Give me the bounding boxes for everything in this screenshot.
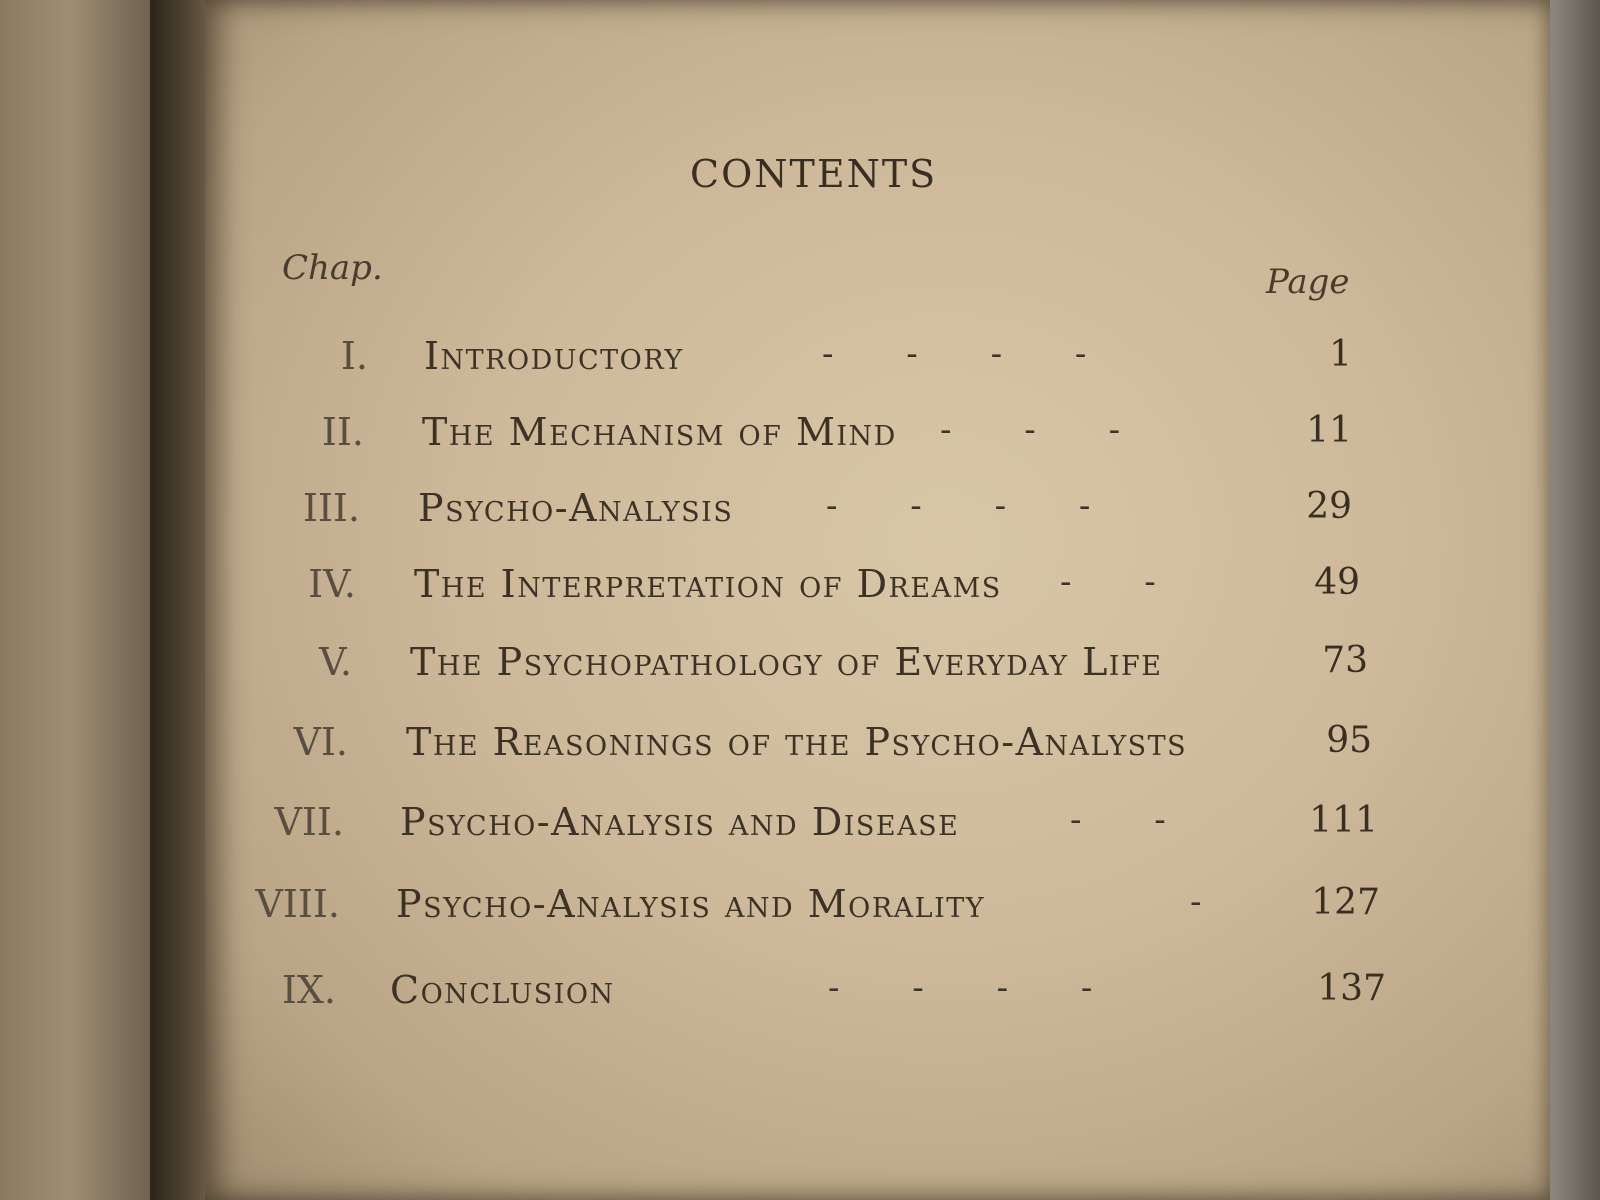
chapter-title: Psycho-Analysis: [418, 486, 734, 530]
toc-entry: [0, 562, 1600, 622]
dot-leader: - - - -: [826, 486, 1091, 526]
dot-leader: - -: [1060, 562, 1156, 602]
chapter-column-label: Chap.: [282, 248, 383, 288]
page-number: 49: [1314, 562, 1360, 603]
page-number: 11: [1306, 410, 1352, 451]
page-number: 29: [1306, 486, 1352, 527]
page-number: 73: [1322, 640, 1368, 681]
contents-heading: CONTENTS: [690, 152, 938, 196]
chapter-title: The Interpretation of Dreams: [414, 562, 1002, 606]
toc-entry: [0, 334, 1600, 394]
chapter-title: Psycho-Analysis and Disease: [400, 800, 960, 844]
chapter-numeral: III.: [302, 486, 360, 530]
dot-leader: - - - -: [822, 334, 1087, 374]
chapter-numeral: I.: [340, 334, 368, 378]
toc-entry: [0, 720, 1600, 780]
chapter-title: The Psychopathology of Everyday Life: [410, 640, 1163, 684]
page-column-label: Page: [1266, 262, 1350, 302]
chapter-title: The Mechanism of Mind: [422, 410, 897, 454]
page-number: 95: [1326, 720, 1372, 761]
toc-entry: [0, 640, 1600, 700]
chapter-title: Psycho-Analysis and Morality: [396, 882, 986, 926]
chapter-numeral: VIII.: [255, 882, 340, 926]
chapter-numeral: II.: [321, 410, 364, 454]
toc-entry: [0, 968, 1600, 1028]
page-number: 137: [1317, 968, 1386, 1009]
toc-entry: [0, 486, 1600, 546]
chapter-numeral: IV.: [308, 562, 356, 606]
toc-entry: [0, 800, 1600, 860]
page-number: 111: [1309, 800, 1378, 841]
dot-leader: - -: [1070, 800, 1166, 840]
toc-entry: [0, 882, 1600, 942]
page-number: 1: [1329, 334, 1352, 375]
dot-leader: - - - -: [828, 968, 1093, 1008]
chapter-title: The Reasonings of the Psycho-Analysts: [406, 720, 1188, 764]
toc-entry: [0, 410, 1600, 470]
chapter-numeral: V.: [319, 640, 352, 684]
page-number: 127: [1311, 882, 1380, 923]
dot-leader: -: [1190, 882, 1202, 922]
chapter-numeral: VI.: [293, 720, 348, 764]
chapter-title: Introductory: [424, 334, 684, 378]
dot-leader: - - -: [940, 410, 1121, 450]
chapter-numeral: IX.: [281, 968, 336, 1012]
chapter-numeral: VII.: [274, 800, 344, 844]
chapter-title: Conclusion: [390, 968, 615, 1012]
